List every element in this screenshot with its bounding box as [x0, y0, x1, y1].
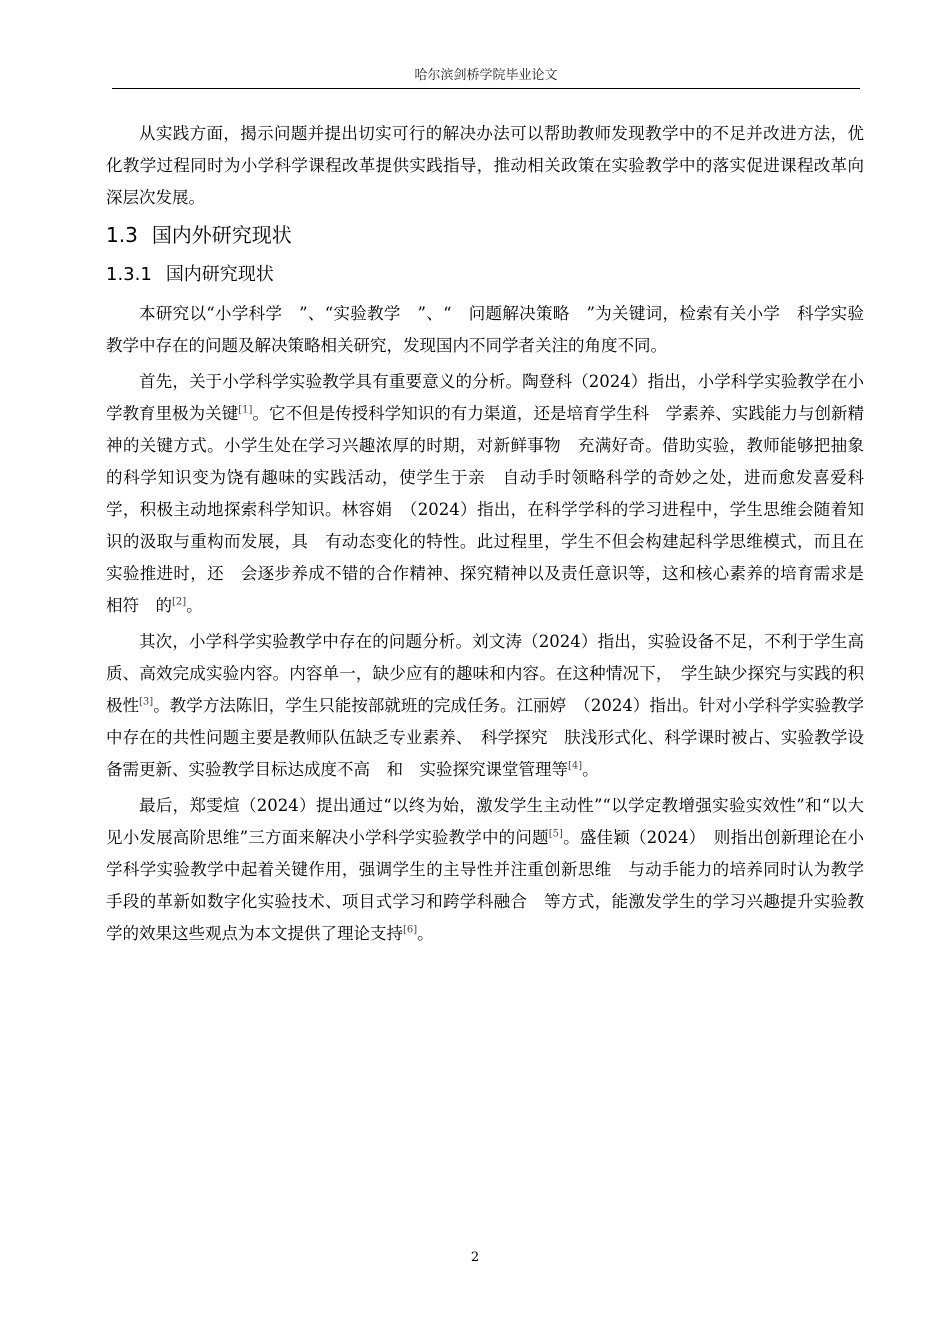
paragraph-problems	[106, 626, 864, 786]
intro-paragraph: 从实践方面，揭示问题并提出切实可行的解决办法可以帮助教师发现教学中的不足并改进方法，优化教学过程同时为小学科学课程改革提供实践指导，推动相关政策在实验教学中的落实促进课程改革向深层次发展。	[106, 124, 864, 207]
paragraph-text: 首先，关于小学科学实验教学具有重要意义的分析。陶登科（2024）指出，小学科学实验教学在小学教育里极为关键	[106, 372, 864, 423]
paragraph-significance	[106, 366, 864, 622]
subsection-number: 1.3.1	[106, 264, 152, 285]
paragraph-text: 。盛佳颖（2024） 则指出创新理论在小学科学实验教学中起着关键作用，强调学生的主导性并注重创新思维 与动手能力的培养同时认为教学手段的革新如数字化实验技术、项目式学习和跨学科融合 等方式，能激发学生的学习兴趣提升实验教学的效果这些观点为本文提供了理论支持	[106, 828, 865, 943]
citation[interactable]: [2]	[172, 596, 187, 608]
paragraph-text: 。教学方法陈旧，学生只能按部就班的完成任务。江丽婷 （2024）指出。针对小学科学实验教学中存在的共性问题主要是教师队伍缺乏专业素养、 科学探究 肤浅形式化、科学课时被占、实验教学设备需更新、实验教学目标达成度不高 和 实验探究课堂管理等	[106, 696, 864, 779]
header-rule	[112, 88, 860, 89]
body-content	[106, 118, 864, 954]
paragraph-text: 。它不但是传授科学知识的有力渠道，还是培育学生科 学素养、实践能力与创新精神的关键方式。小学生处在学习兴趣浓厚的时期，对新鲜事物 充满好奇。借助实验，教师能够把抽象的科学知识变为饶有趣味的实践活动，使学生于亲 自动手时领略科学的奇妙之处，进而愈发喜爱科学，积极主动地探索科学知识。林容娟 （2024）指出，在科学学科的学习进程中，学生思维会随着知识的汲取与重构而发展，具 有动态变化的特性。此过程里，学生不但会构建起科学思维模式，而且在实验推进时，还 会逐步养成不错的合作精神、探究精神以及责任意识等，这和核心素养的培育需求是相符 的	[106, 404, 865, 615]
subsection-heading	[106, 260, 864, 290]
citation[interactable]: [6]	[403, 924, 418, 936]
section-number: 1.3	[106, 223, 138, 247]
citation[interactable]: [3]	[139, 696, 154, 708]
running-header: 哈尔滨剑桥学院毕业论文	[414, 68, 558, 83]
paragraph-solutions	[106, 790, 864, 950]
paragraph-text: 本研究以“小学科学 ”、“实验教学 ”、“ 问题解决策略 ”为关键词，检索有关小学 科学实验教学中存在的问题及解决策略相关研究，发现国内不同学者关注的角度不同。	[106, 304, 864, 355]
paragraph-text: 最后，郑雯煊（2024）提出通过“以终为始，激发学生主动性”“以学定教增强实验实效性”和“以大见小发展高阶思维”三方面来解决小学科学实验教学中的问题	[106, 796, 864, 847]
page-number: 2	[470, 1250, 480, 1265]
paragraph-text: 。	[186, 596, 203, 615]
subsection-title: 国内研究现状	[165, 264, 274, 285]
paragraph-text: 。	[582, 760, 599, 779]
section-title: 国内外研究现状	[151, 223, 292, 247]
paragraph-text: 。	[417, 924, 434, 943]
citation[interactable]: [4]	[568, 760, 583, 772]
section-heading	[106, 220, 864, 250]
paragraph-text: 其次，小学科学实验教学中存在的问题分析。刘文涛（2024）指出，实验设备不足，不利于学生高质、高效完成实验内容。内容单一，缺少应有的趣味和内容。在这种情况下， 学生缺少探究与实践的积极性	[106, 632, 864, 715]
citation[interactable]: [1]	[238, 404, 253, 416]
paragraph-keywords	[106, 298, 864, 362]
citation[interactable]: [5]	[548, 828, 563, 840]
